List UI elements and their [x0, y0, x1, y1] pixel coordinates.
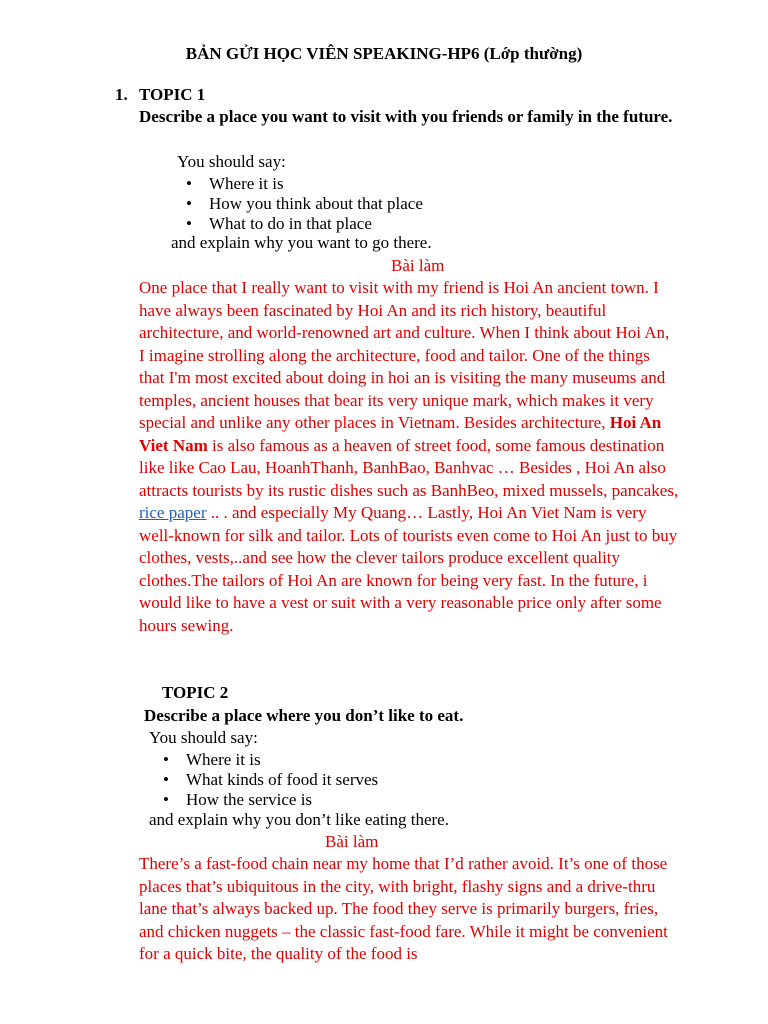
topic1-bullet-list	[209, 174, 423, 234]
rice-paper-link[interactable]: rice paper	[139, 503, 207, 522]
topic1-answer	[139, 277, 679, 637]
topic1-number: 1.	[115, 85, 128, 104]
topic2-bai-lam-label: Bài làm	[325, 832, 379, 851]
topic2-heading: TOPIC 2	[162, 683, 229, 702]
answer-text: One place that I really want to visit with my friend is Hoi An ancient town. I have always been fascinated by Hoi An and its rich history, beautiful architecture, and world-renowned art and culture. When I think about Hoi An, I imagine strolling along the architecture, food and tailor. One of the things that I'm most excited about doing in hoi an is visiting the many museums and temples, ancient houses that bear its very unique mark, which makes it very special and unlike any other places in Vietnam. Besides architecture,	[139, 278, 670, 432]
topic1-question: Describe a place you want to visit with you friends or family in the future.	[139, 107, 673, 126]
list-item: • Where it is	[209, 174, 423, 194]
topic2-bullet-list	[186, 750, 378, 810]
topic1-heading-text: TOPIC 1	[139, 85, 206, 104]
topic2-question: Describe a place where you don’t like to eat.	[144, 706, 464, 725]
list-item: • What kinds of food it serves	[186, 770, 378, 790]
topic1-heading	[115, 85, 205, 105]
topic1-explain: and explain why you want to go there.	[171, 233, 432, 252]
list-item: • How you think about that place	[209, 194, 423, 214]
answer-text: .. . and especially My Quang… Lastly, Hoi An Viet Nam is very well-known for silk and tailor. Lots of tourists even come to Hoi An just to buy clothes, vests,..and see how the clever tailors produce excellent quality clothes.The tailors of Hoi An are known for being very fast. In the future, i would like to have a vest or suit with a very reasonable price only after some hours sewing.	[139, 503, 678, 635]
list-item: • Where it is	[186, 750, 378, 770]
topic2-answer: There’s a fast-food chain near my home that I’d rather avoid. It’s one of those places that’s ubiquitous in the city, with bright, flashy signs and a drive-thru lane that’s always backed up. The food they serve is primarily burgers, fries, and chicken nuggets – the classic fast-food fare. While it might be convenient for a quick bite, the quality of the food is	[139, 854, 668, 963]
answer-text: is also famous as a heaven of street food, some famous destination like like Cao Lau, HoanhThanh, BanhBao, Banhvac … Besides , Hoi An also attracts tourists by its rustic dishes such as BanhBeo, mixed mussels, pancakes,	[139, 435, 679, 500]
answer-bold-text: Hoi An Viet Nam	[139, 413, 662, 455]
topic2-explain: and explain why you don’t like eating there.	[149, 810, 449, 829]
page-title: BẢN GỬI HỌC VIÊN SPEAKING-HP6 (Lớp thường)	[185, 44, 583, 63]
list-item: • What to do in that place	[209, 214, 423, 234]
topic2-should-say: You should say:	[149, 728, 258, 747]
topic1-should-say: You should say:	[177, 152, 286, 171]
topic1-bai-lam-label: Bài làm	[391, 256, 445, 275]
list-item: • How the service is	[186, 790, 378, 810]
